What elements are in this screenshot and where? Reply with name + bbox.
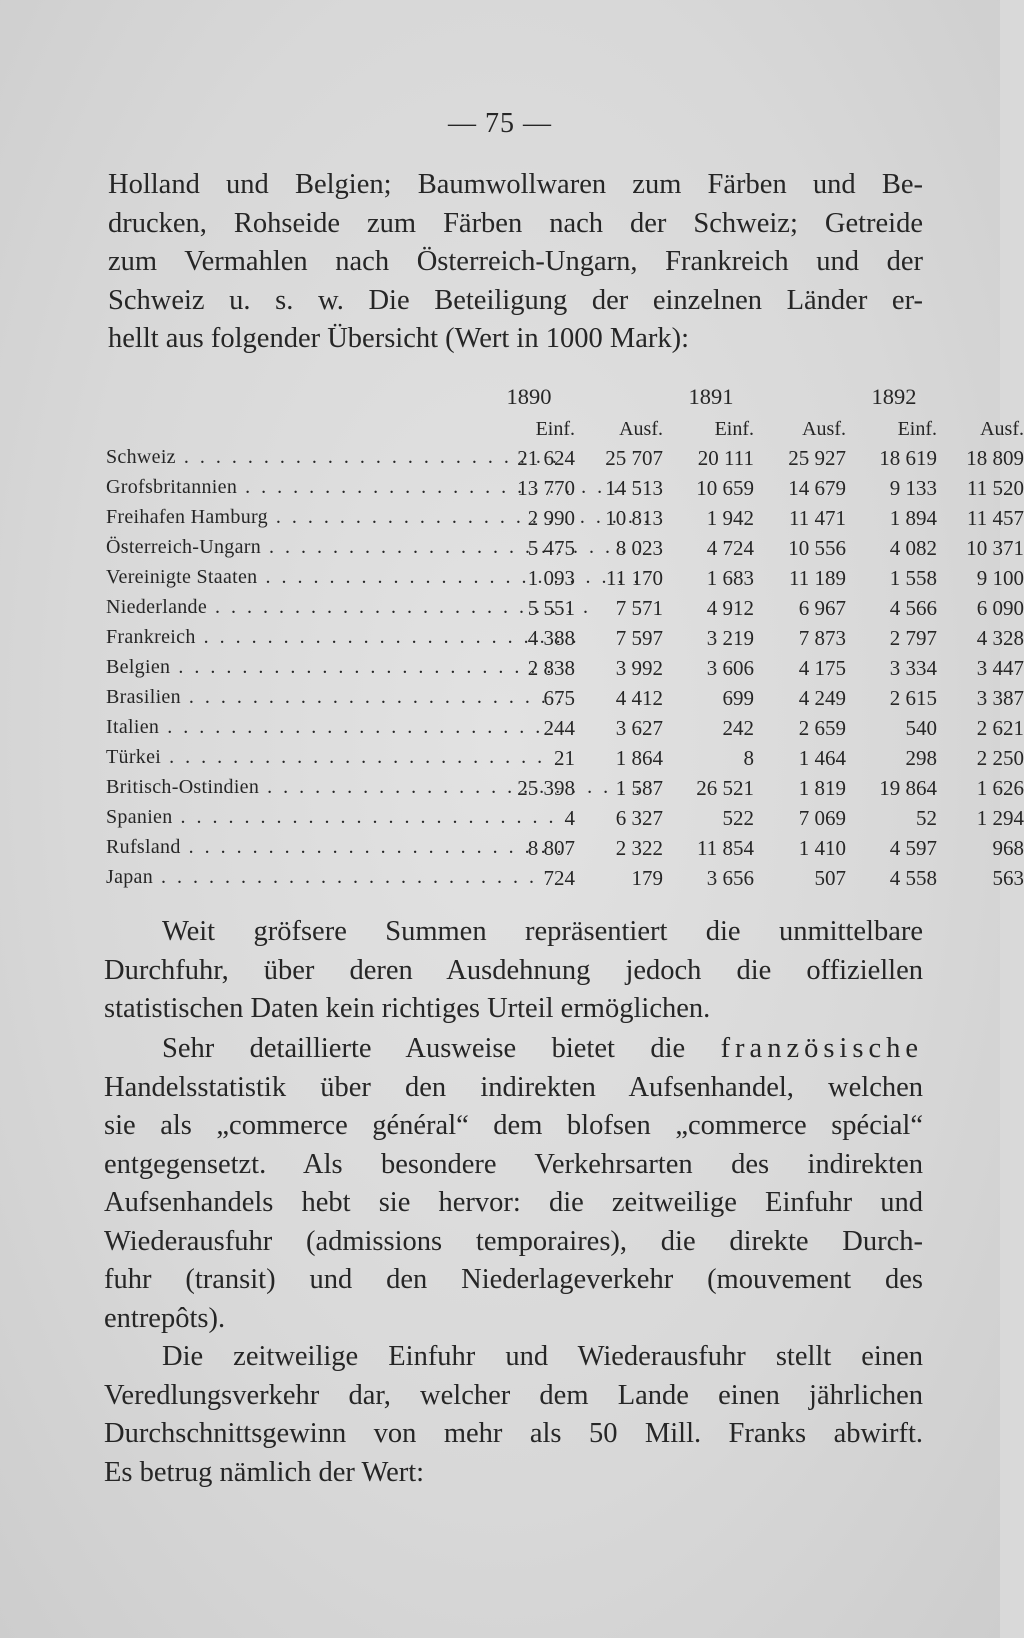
table-cell: 9 100 bbox=[976, 566, 1024, 590]
table-cell: 4 412 bbox=[615, 686, 663, 710]
column-header: Ausf. bbox=[619, 418, 663, 440]
country-name: Vereinigte Staaten . . . bbox=[106, 566, 366, 589]
table-cell: 11 457 bbox=[967, 506, 1024, 530]
table-cell: 20 111 bbox=[697, 446, 754, 470]
table-cell: 10 371 bbox=[966, 536, 1024, 560]
text-line: Wiederausfuhr (admissions temporaires), die direkte Durch- bbox=[104, 1225, 923, 1257]
text-line: Veredlungsverkehr dar, welcher dem Lande einen jährlichen bbox=[104, 1379, 923, 1411]
table-cell: 3 606 bbox=[706, 656, 754, 680]
country-name: Frankreich . . . bbox=[106, 626, 366, 649]
table-cell: 3 387 bbox=[976, 686, 1024, 710]
column-header: Einf. bbox=[535, 418, 575, 440]
table-cell: 1 894 bbox=[889, 506, 937, 530]
text-line: Weit gröfsere Summen repräsentiert die unmittelbare bbox=[162, 916, 923, 947]
table-cell: 1 093 bbox=[527, 566, 575, 590]
table-cell: 26 521 bbox=[696, 776, 754, 800]
country-name: Freihafen Hamburg . . . bbox=[106, 506, 366, 529]
table-cell: 4 558 bbox=[889, 866, 937, 890]
table-cell: 724 bbox=[543, 866, 575, 890]
table-row bbox=[106, 596, 1024, 626]
table-cell: 52 bbox=[916, 806, 937, 830]
paragraph-veredlungsverkehr bbox=[104, 1338, 923, 1492]
country-name: Brasilien . . . bbox=[106, 686, 366, 709]
table-cell: 4 388 bbox=[527, 626, 575, 650]
text-line: Durchfuhr, über deren Ausdehnung jedoch die offiziellen bbox=[104, 954, 923, 986]
table-cell: 179 bbox=[631, 866, 663, 890]
table-row bbox=[106, 656, 1024, 686]
table-cell: 244 bbox=[543, 716, 575, 740]
table-row bbox=[106, 746, 1024, 776]
table-row bbox=[106, 776, 1024, 806]
table-cell: 5 551 bbox=[527, 596, 575, 620]
table-cell: 13 770 bbox=[517, 476, 575, 500]
country-name: Japan . . . bbox=[106, 866, 366, 889]
table-cell: 8 807 bbox=[527, 836, 575, 860]
subheader-row bbox=[106, 418, 1024, 446]
table-cell: 8 023 bbox=[615, 536, 663, 560]
table-cell: 2 990 bbox=[527, 506, 575, 530]
table-cell: 4 566 bbox=[889, 596, 937, 620]
table-cell: 1 464 bbox=[798, 746, 846, 770]
page-number: — 75 — bbox=[448, 108, 552, 139]
table-cell: 3 447 bbox=[976, 656, 1024, 680]
table-cell: 10 556 bbox=[788, 536, 846, 560]
table-cell: 7 597 bbox=[615, 626, 663, 650]
trade-table bbox=[106, 384, 1024, 896]
column-header: Einf. bbox=[897, 418, 937, 440]
table-cell: 11 170 bbox=[606, 566, 663, 590]
year-header: 1891 bbox=[688, 384, 734, 409]
table-body bbox=[106, 446, 1024, 896]
country-name: Grofsbritannien . . . bbox=[106, 476, 366, 499]
year-header: 1890 bbox=[506, 384, 552, 409]
table-cell: 14 679 bbox=[788, 476, 846, 500]
table-cell: 10 659 bbox=[696, 476, 754, 500]
table-cell: 1 558 bbox=[889, 566, 937, 590]
table-cell: 699 bbox=[722, 686, 754, 710]
table-cell: 11 189 bbox=[789, 566, 846, 590]
table-cell: 7 069 bbox=[798, 806, 846, 830]
text-line: Handelsstatistik über den indirekten Aufsenhandel, welchen bbox=[104, 1071, 923, 1103]
country-name: Türkei . . . bbox=[106, 746, 366, 769]
text-line: Holland und Belgien; Baumwollwaren zum Färben und Be- bbox=[108, 169, 923, 200]
text-line: fuhr (transit) und den Niederlageverkehr (mouvement des bbox=[104, 1264, 923, 1295]
text-line: hellt aus folgender Übersicht (Wert in 1000 Mark): bbox=[108, 323, 689, 354]
table-row bbox=[106, 866, 1024, 896]
table-row bbox=[106, 686, 1024, 716]
table-cell: 2 322 bbox=[615, 836, 663, 860]
table-cell: 1 864 bbox=[615, 746, 663, 770]
table-row bbox=[106, 836, 1024, 866]
table-cell: 7 571 bbox=[615, 596, 663, 620]
table-cell: 2 615 bbox=[889, 686, 937, 710]
text-line: entgegensetzt. Als besondere Verkehrsarten des indirekten bbox=[104, 1148, 923, 1180]
table-cell: 18 619 bbox=[879, 446, 937, 470]
country-name: Österreich-Ungarn . . . bbox=[106, 536, 366, 559]
table-cell: 4 bbox=[564, 806, 575, 830]
table-cell: 6 327 bbox=[615, 806, 663, 830]
text-line: Aufsenhandels hebt sie hervor: die zeitweilige Einfuhr und bbox=[104, 1187, 923, 1218]
table-cell: 1 587 bbox=[615, 776, 663, 800]
paragraph-durchfuhr bbox=[104, 913, 923, 1029]
table-row bbox=[106, 626, 1024, 656]
country-name: Rufsland . . . bbox=[106, 836, 366, 859]
table-cell: 3 992 bbox=[615, 656, 663, 680]
table-cell: 1 819 bbox=[798, 776, 846, 800]
table-cell: 1 410 bbox=[798, 836, 846, 860]
table-cell: 4 724 bbox=[706, 536, 754, 560]
table-cell: 4 175 bbox=[798, 656, 846, 680]
column-header: Ausf. bbox=[802, 418, 846, 440]
country-name: Spanien . . . bbox=[106, 806, 366, 829]
table-cell: 4 082 bbox=[889, 536, 937, 560]
table-cell: 6 090 bbox=[976, 596, 1024, 620]
table-cell: 10 813 bbox=[605, 506, 663, 530]
table-row bbox=[106, 566, 1024, 596]
table-cell: 19 864 bbox=[879, 776, 937, 800]
text-line: statistischen Daten kein richtiges Urteil ermöglichen. bbox=[104, 993, 711, 1024]
table-cell: 6 967 bbox=[798, 596, 846, 620]
table-cell: 4 249 bbox=[798, 686, 846, 710]
table-cell: 675 bbox=[543, 686, 575, 710]
paragraph-handelsstatistik bbox=[104, 1030, 923, 1338]
table-cell: 14 513 bbox=[605, 476, 663, 500]
table-cell: 18 809 bbox=[966, 446, 1024, 470]
table-cell: 540 bbox=[905, 716, 937, 740]
table-cell: 21 bbox=[554, 746, 575, 770]
country-name: Schweiz . . . bbox=[106, 446, 366, 469]
table-cell: 507 bbox=[814, 866, 846, 890]
text-line bbox=[104, 1030, 923, 1069]
table-cell: 4 597 bbox=[889, 836, 937, 860]
table-cell: 25 927 bbox=[788, 446, 846, 470]
table-row bbox=[106, 806, 1024, 836]
text-line: Durchschnittsgewinn von mehr als 50 Mill. Franks abwirft. bbox=[104, 1418, 923, 1449]
country-name: Niederlande . . . bbox=[106, 596, 366, 619]
column-header: Einf. bbox=[714, 418, 754, 440]
column-header: Ausf. bbox=[980, 418, 1024, 440]
text-line: entrepôts). bbox=[104, 1302, 226, 1334]
table-cell: 7 873 bbox=[798, 626, 846, 650]
table-cell: 968 bbox=[992, 836, 1024, 860]
table-cell: 298 bbox=[905, 746, 937, 770]
table-cell: 2 621 bbox=[976, 716, 1024, 740]
text-line: drucken, Rohseide zum Färben nach der Schweiz; Getreide bbox=[108, 207, 923, 239]
table-cell: 3 656 bbox=[706, 866, 754, 890]
table-cell: 3 334 bbox=[889, 656, 937, 680]
table-cell: 1 942 bbox=[706, 506, 754, 530]
table-cell: 242 bbox=[722, 716, 754, 740]
table-cell: 11 471 bbox=[789, 506, 846, 530]
table-cell: 8 bbox=[743, 746, 754, 770]
text-line: Die zeitweilige Einfuhr und Wiederausfuhr stellt einen bbox=[162, 1341, 923, 1372]
year-header: 1892 bbox=[871, 384, 917, 409]
table-cell: 563 bbox=[992, 866, 1024, 890]
intro-paragraph bbox=[108, 166, 923, 359]
text-line: Schweiz u. s. w. Die Beteiligung der einzelnen Länder er- bbox=[108, 284, 923, 316]
table-cell: 2 797 bbox=[889, 626, 937, 650]
table-row bbox=[106, 536, 1024, 566]
table-cell: 2 838 bbox=[527, 656, 575, 680]
table-row bbox=[106, 446, 1024, 476]
table-cell: 11 854 bbox=[697, 836, 754, 860]
table-row bbox=[106, 506, 1024, 536]
text-run: Sehr detaillierte Ausweise bietet die bbox=[162, 1033, 686, 1064]
text-line: Es betrug nämlich der Wert: bbox=[104, 1456, 425, 1488]
table-cell: 2 250 bbox=[976, 746, 1024, 770]
table-cell: 522 bbox=[722, 806, 754, 830]
table-row bbox=[106, 716, 1024, 746]
year-header-row bbox=[106, 384, 921, 418]
spaced-word: französische bbox=[720, 1033, 923, 1064]
table-cell: 5 475 bbox=[527, 536, 575, 560]
table-cell: 25 707 bbox=[605, 446, 663, 470]
table-cell: 1 683 bbox=[706, 566, 754, 590]
table-cell: 25 398 bbox=[517, 776, 575, 800]
table-cell: 4 328 bbox=[976, 626, 1024, 650]
table-cell: 9 133 bbox=[889, 476, 937, 500]
table-row bbox=[106, 476, 1024, 506]
table-cell: 21 624 bbox=[517, 446, 575, 470]
table-cell: 3 219 bbox=[706, 626, 754, 650]
country-name: Britisch-Ostindien . . . bbox=[106, 776, 366, 799]
text-line: sie als „commerce général“ dem blofsen „commerce spécial“ bbox=[104, 1110, 923, 1141]
text-line: zum Vermahlen nach Österreich-Ungarn, Frankreich und der bbox=[108, 246, 923, 277]
table-cell: 1 626 bbox=[976, 776, 1024, 800]
country-name: Italien . . . bbox=[106, 716, 366, 739]
table-cell: 1 294 bbox=[976, 806, 1024, 830]
country-name: Belgien . . . bbox=[106, 656, 366, 679]
table-cell: 3 627 bbox=[615, 716, 663, 740]
table-cell: 2 659 bbox=[798, 716, 846, 740]
table-cell: 4 912 bbox=[706, 596, 754, 620]
table-cell: 11 520 bbox=[967, 476, 1024, 500]
